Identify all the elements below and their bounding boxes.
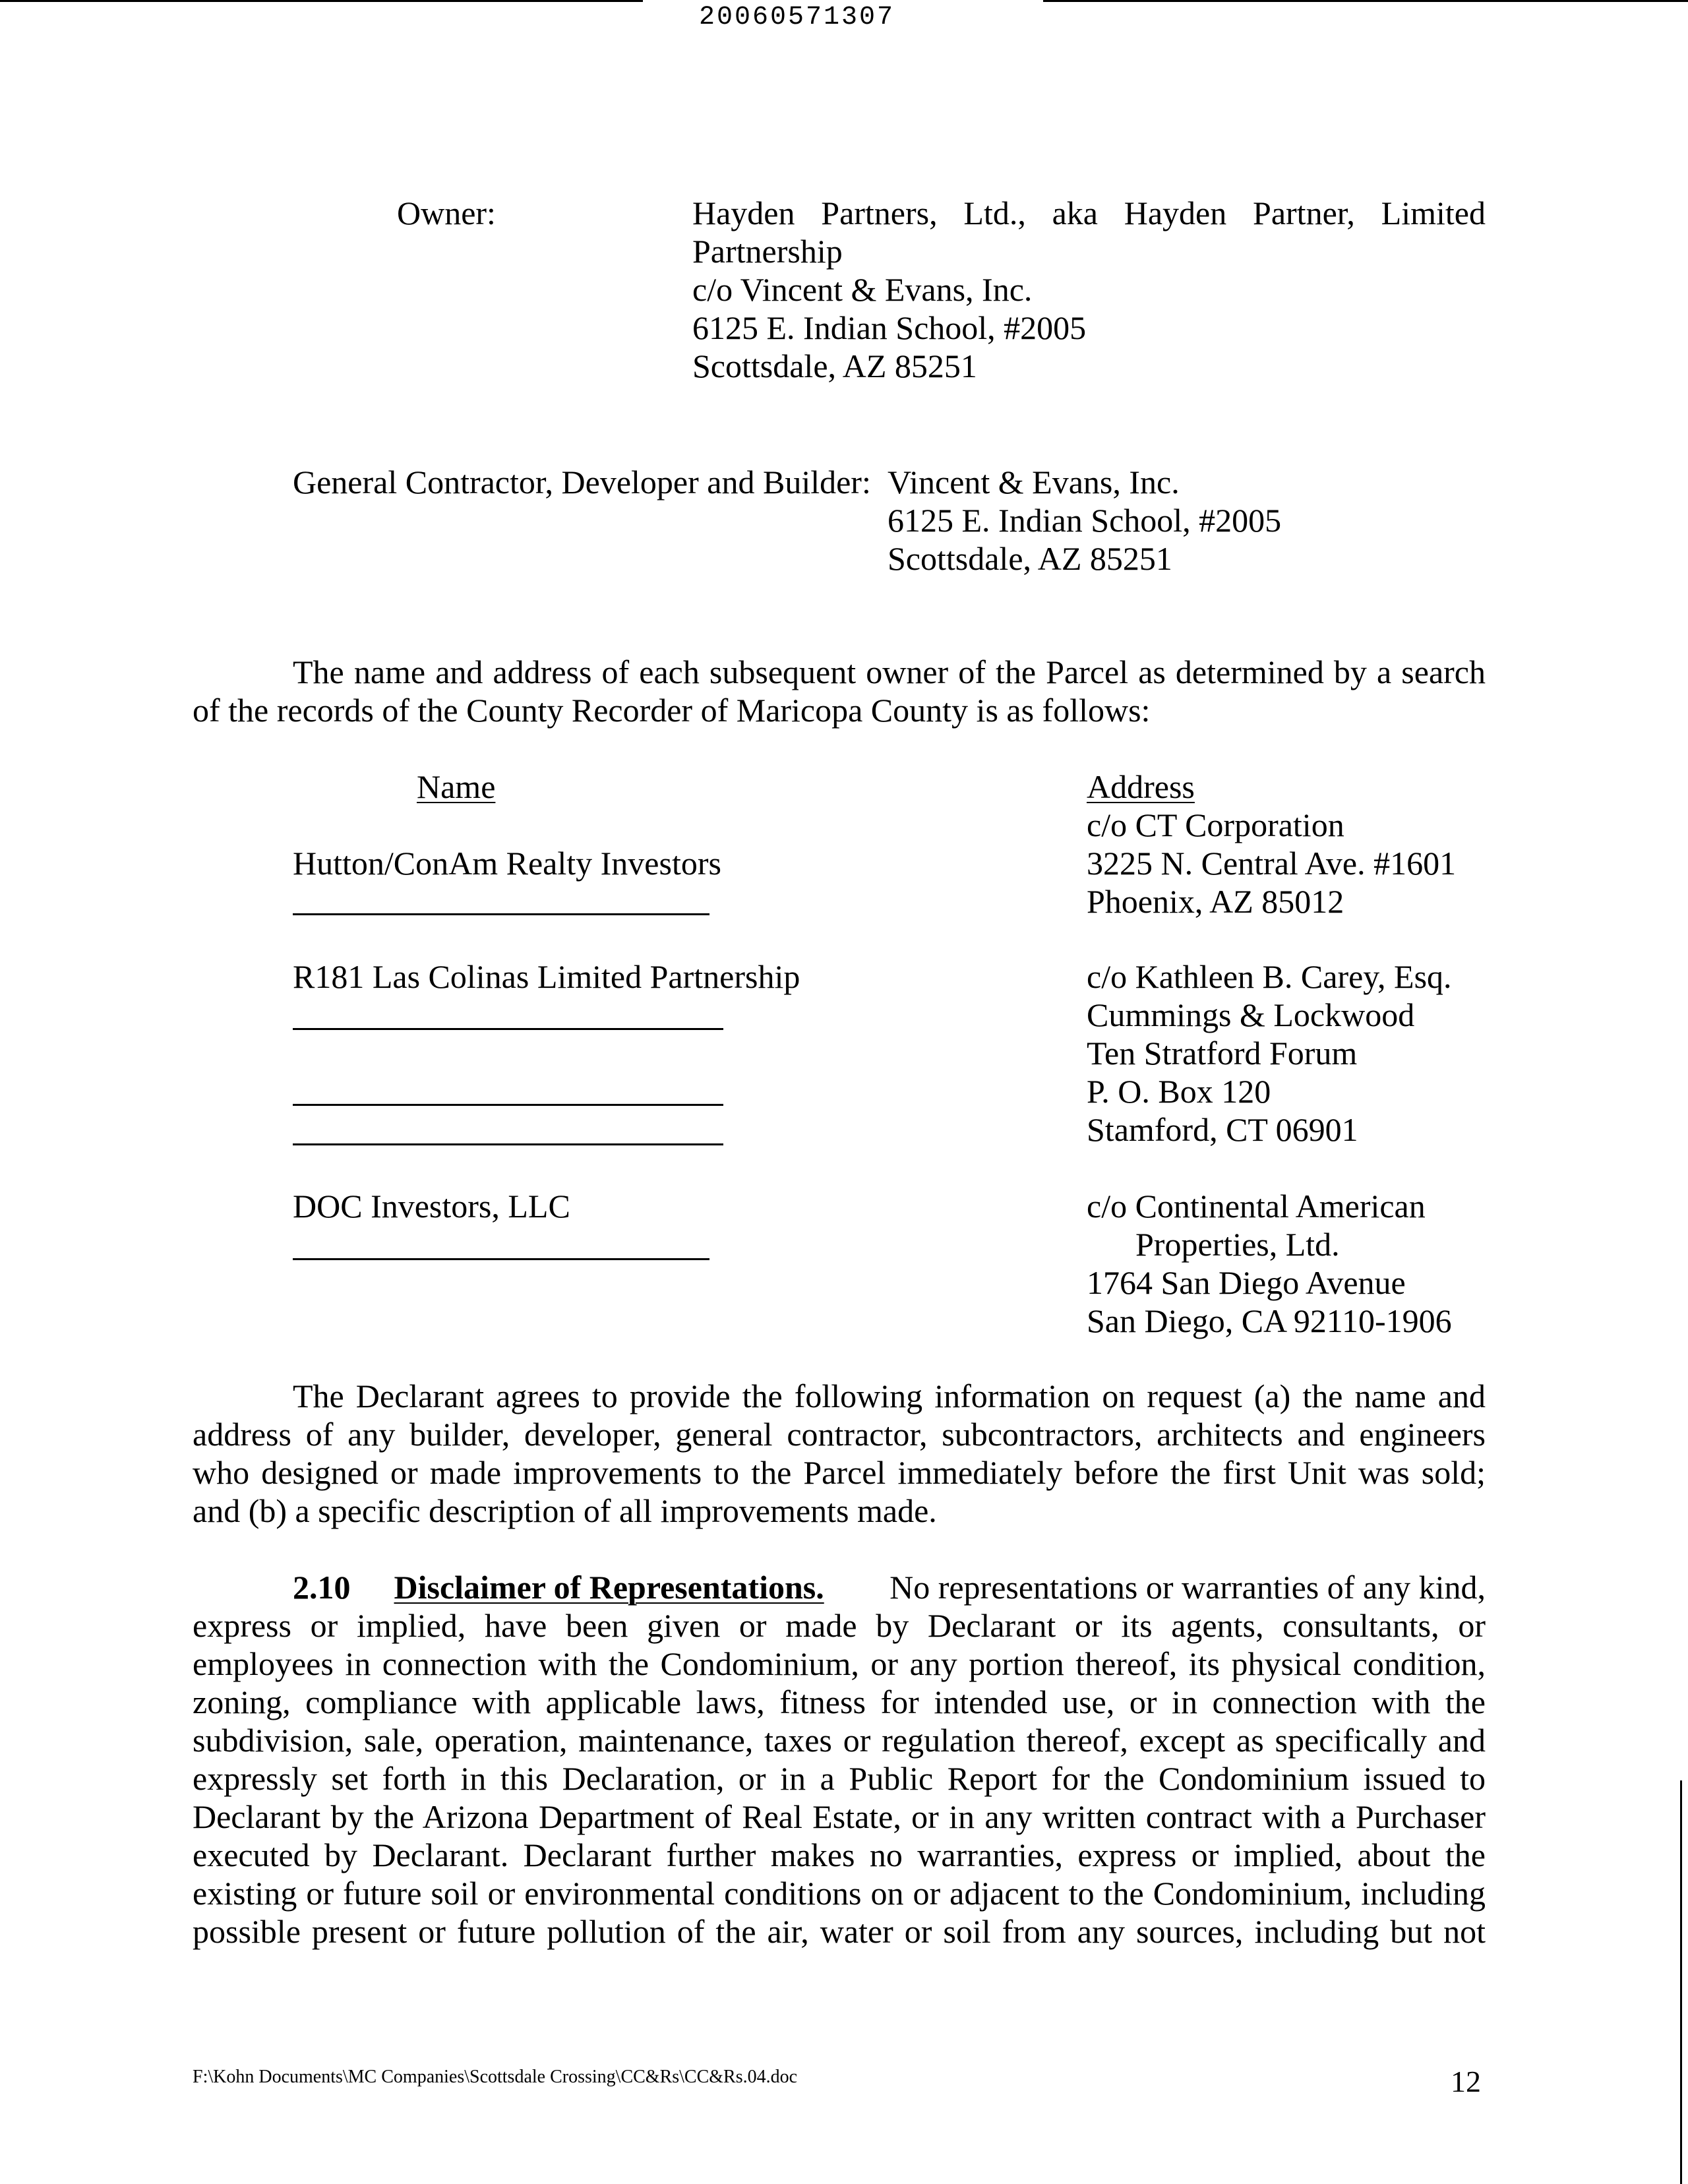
top-border-right xyxy=(1043,0,1688,2)
blank-line xyxy=(293,1028,723,1030)
address-2-line-4: P. O. Box 120 xyxy=(1087,1073,1271,1110)
address-column-header: Address xyxy=(1087,768,1195,805)
address-1-line-2: 3225 N. Central Ave. #1601 xyxy=(1087,845,1457,882)
blank-line xyxy=(293,913,709,915)
blank-line xyxy=(293,1104,723,1106)
page-number: 12 xyxy=(1451,2065,1481,2098)
owner-name-3: DOC Investors, LLC xyxy=(293,1188,570,1225)
section-line-7: Declarant by the Arizona Department of Real Estate, or in any written contract with a Purchaser xyxy=(193,1798,1486,1835)
address-1-line-3: Phoenix, AZ 85012 xyxy=(1087,883,1344,920)
section-line-6: expressly set forth in this Declaration, or in a Public Report for the Condominium issued to xyxy=(193,1760,1486,1797)
address-3-line-2: Properties, Ltd. xyxy=(1135,1226,1340,1263)
section-number: 2.10 xyxy=(293,1569,351,1606)
top-border-left xyxy=(0,0,643,2)
blank-line xyxy=(293,1258,709,1260)
section-first-line-rest: No representations or warranties of any kind, xyxy=(889,1569,1486,1606)
section-first-line xyxy=(193,1568,1486,1606)
owner-name-1: Hutton/ConAm Realty Investors xyxy=(293,845,721,882)
declarant-line-2: address of any builder, developer, general contractor, subcontractors, architects and engineers xyxy=(193,1416,1486,1453)
declarant-line-1: The Declarant agrees to provide the following information on request (a) the name and xyxy=(293,1378,1486,1414)
address-1-line-1: c/o CT Corporation xyxy=(1087,806,1344,843)
declarant-line-3: who designed or made improvements to the Parcel immediately before the first Unit was sold; xyxy=(193,1454,1486,1491)
section-line-2: express or implied, have been given or made by Declarant or its agents, consultants, or xyxy=(193,1607,1486,1644)
owner-line-5: Scottsdale, AZ 85251 xyxy=(692,348,977,384)
address-2-line-5: Stamford, CT 06901 xyxy=(1087,1111,1358,1148)
footer-file-path: F:\Kohn Documents\MC Companies\Scottsdale Crossing\CC&Rs\CC&Rs.04.doc xyxy=(193,2067,798,2087)
contractor-line-1: Vincent & Evans, Inc. xyxy=(888,464,1180,501)
intro-line-2: of the records of the County Recorder of Maricopa County is as follows: xyxy=(193,692,1151,729)
owner-label: Owner: xyxy=(397,195,496,231)
contractor-label: General Contractor, Developer and Builder: xyxy=(293,464,871,501)
section-2-10 xyxy=(193,1568,1486,1951)
section-line-8: executed by Declarant. Declarant further makes no warranties, express or implied, about the xyxy=(193,1836,1486,1873)
intro-paragraph xyxy=(193,653,1486,729)
address-2-line-2: Cummings & Lockwood xyxy=(1087,996,1415,1033)
address-2-line-3: Ten Stratford Forum xyxy=(1087,1035,1358,1072)
owner-line-1: Hayden Partners, Ltd., aka Hayden Partner, Limited xyxy=(692,195,1486,231)
section-line-10: possible present or future pollution of the air, water or soil from any sources, including but not xyxy=(193,1913,1486,1950)
intro-line-1: The name and address of each subsequent owner of the Parcel as determined by a search xyxy=(293,653,1486,690)
name-column-header: Name xyxy=(417,768,496,805)
address-3-line-1: c/o Continental American xyxy=(1087,1188,1426,1225)
owner-line-3: c/o Vincent & Evans, Inc. xyxy=(692,271,1033,308)
address-2-line-1: c/o Kathleen B. Carey, Esq. xyxy=(1087,958,1452,995)
section-title: Disclaimer of Representations. xyxy=(394,1569,824,1606)
contractor-line-3: Scottsdale, AZ 85251 xyxy=(888,540,1172,577)
owner-line-4: 6125 E. Indian School, #2005 xyxy=(692,309,1087,346)
section-line-5: subdivision, sale, operation, maintenance, taxes or regulation thereof, except as specifically and xyxy=(193,1722,1486,1759)
section-line-9: existing or future soil or environmental conditions on or adjacent to the Condominium, including xyxy=(193,1875,1486,1912)
contractor-line-2: 6125 E. Indian School, #2005 xyxy=(888,502,1282,539)
address-3-line-4: San Diego, CA 92110-1906 xyxy=(1087,1302,1452,1339)
blank-line xyxy=(293,1143,723,1145)
section-line-3: employees in connection with the Condominium, or any portion thereof, its physical condition, xyxy=(193,1645,1486,1682)
owner-line-2: Partnership xyxy=(692,233,843,270)
address-3-line-3: 1764 San Diego Avenue xyxy=(1087,1264,1406,1301)
right-edge-line xyxy=(1680,1780,1682,2184)
section-line-4: zoning, compliance with applicable laws, fitness for intended use, or in connection with the xyxy=(193,1684,1486,1720)
document-number: 20060571307 xyxy=(699,3,895,32)
owner-name-2: R181 Las Colinas Limited Partnership xyxy=(293,958,800,995)
declarant-line-4: and (b) a specific description of all improvements made. xyxy=(193,1492,937,1529)
declarant-paragraph xyxy=(193,1377,1486,1530)
